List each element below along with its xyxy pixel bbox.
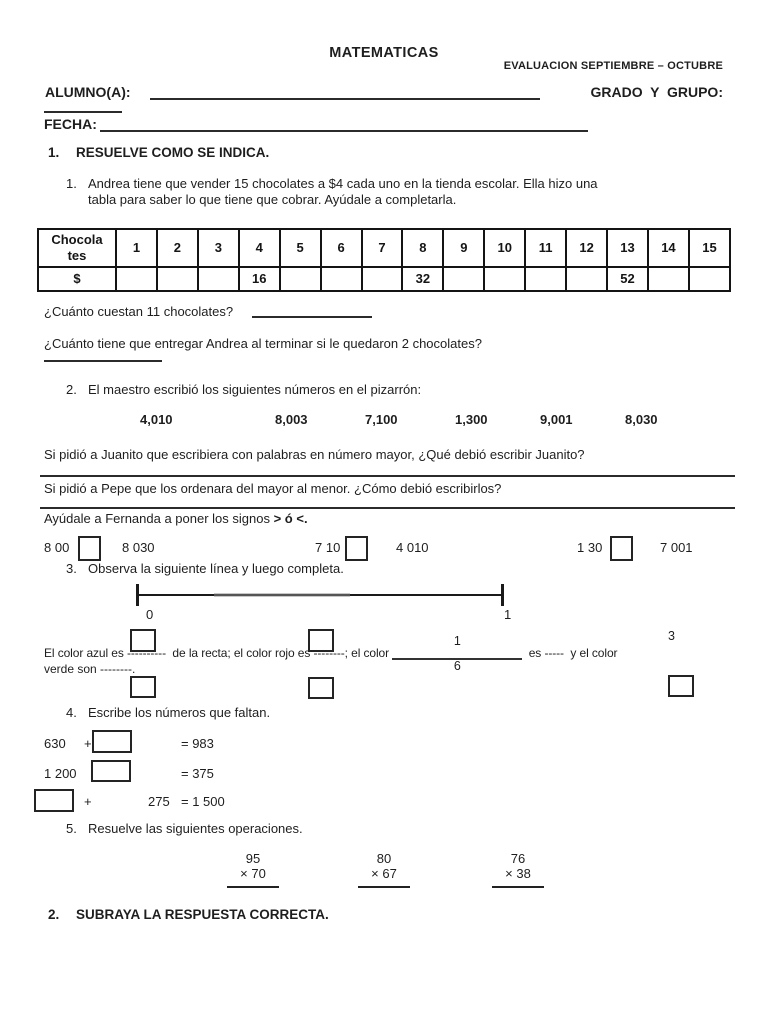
signs-instruction-symbols: > ó <. — [273, 511, 308, 526]
number-line-zero-label: 0 — [146, 607, 154, 622]
answer-line — [492, 886, 544, 888]
price-value-cell: 32 — [402, 267, 443, 291]
equation-2-result: = 375 — [181, 766, 214, 781]
board-number-4: 1,300 — [455, 412, 488, 427]
fraction-denominator-box-green — [668, 675, 694, 697]
board-number-2: 8,003 — [275, 412, 308, 427]
price-question: ¿Cuánto cuestan 11 chocolates? — [44, 304, 234, 319]
price-value-cell — [648, 267, 689, 291]
fraction-one-sixth — [392, 634, 522, 672]
color-sentence-part-c: y el color — [570, 646, 618, 660]
chocolate-count-cell: 8 — [402, 229, 443, 267]
section-2-heading: SUBRAYA LA RESPUESTA CORRECTA. — [76, 907, 329, 922]
chocolate-count-cell: 2 — [157, 229, 198, 267]
signs-instruction-text: Ayúdale a Fernanda a poner los signos — [44, 511, 274, 526]
comparison-1-sign-box — [78, 536, 101, 561]
comparison-1-right: 8 030 — [122, 540, 155, 555]
chocolate-count-cell: 12 — [566, 229, 607, 267]
number-line-shaded-segment — [214, 593, 350, 597]
price-value-cell — [321, 267, 362, 291]
section-1-number: 1. — [48, 145, 60, 160]
equation-1-missing-box — [92, 730, 132, 753]
fraction-numerator-three: 3 — [668, 629, 675, 643]
comparison-3-sign-box — [610, 536, 633, 561]
problem-3-number: 3. — [66, 561, 77, 576]
comparison-2-right: 4 010 — [396, 540, 429, 555]
fraction-denominator: 6 — [453, 659, 461, 673]
chocolate-count-cell: 7 — [362, 229, 403, 267]
price-answer-blank — [252, 304, 372, 318]
comparison-2-left: 7 10 — [315, 540, 341, 555]
problem-5-number: 5. — [66, 821, 77, 836]
multiplication-problem-3 — [492, 851, 544, 888]
table-header-line1: Chocola — [51, 232, 103, 247]
color-sentence-part-a: El color azul es ---------- de la recta; el color rojo es --------; el color — [44, 646, 393, 660]
chocolate-count-cell: 15 — [689, 229, 730, 267]
change-question: ¿Cuánto tiene que entregar Andrea al terminar si le quedaron 2 chocolates? — [44, 336, 482, 351]
problem-1-text-line1: Andrea tiene que vender 15 chocolates a $4 cada uno en la tienda escolar. Ella hizo una — [88, 176, 598, 191]
problem-2-text: El maestro escribió los siguientes números en el pizarrón: — [88, 382, 422, 397]
number-line-one-label: 1 — [504, 607, 512, 622]
price-value-cell — [566, 267, 607, 291]
pepe-answer-blank — [40, 495, 735, 509]
table-header-chocolates — [38, 229, 116, 267]
problem-1-text-line2: tabla para saber lo que tiene que cobrar. Ayúdale a completarla. — [88, 192, 457, 207]
multiplication-problem-2 — [358, 851, 410, 888]
student-name-label: ALUMNO(A): — [45, 84, 131, 100]
signs-instruction — [44, 511, 308, 527]
board-number-1: 4,010 — [140, 412, 173, 427]
date-blank — [100, 118, 588, 132]
multiplicand: 95 — [245, 851, 261, 866]
grade-group-blank — [44, 99, 122, 113]
student-name-blank — [150, 86, 540, 100]
problem-5-text: Resuelve las siguientes operaciones. — [88, 821, 303, 836]
chocolate-count-cell: 4 — [239, 229, 280, 267]
comparison-2-sign-box — [345, 536, 368, 561]
price-value-cell — [116, 267, 157, 291]
price-value-cell: 52 — [607, 267, 648, 291]
equation-1-result: = 983 — [181, 736, 214, 751]
chocolate-count-cell: 3 — [198, 229, 239, 267]
juanito-question: Si pidió a Juanito que escribiera con palabras en número mayor, ¿Qué debió escribir Juanito? — [44, 447, 585, 462]
equation-3-operand: 275 — [148, 794, 170, 809]
chocolates-price-table — [37, 228, 731, 292]
chocolate-count-cell: 9 — [443, 229, 484, 267]
juanito-answer-blank — [40, 463, 735, 477]
equation-3-missing-box — [34, 789, 74, 812]
price-value-cell — [198, 267, 239, 291]
section-2-number: 2. — [48, 907, 60, 922]
table-header-line2: tes — [67, 248, 87, 263]
change-answer-blank — [44, 348, 162, 362]
problem-1-number: 1. — [66, 176, 77, 191]
equation-3-operator: + — [84, 794, 92, 809]
color-sentence-line2: verde son --------. — [44, 662, 136, 676]
fraction-numerator: 1 — [453, 634, 461, 648]
equation-3-result: = 1 500 — [181, 794, 225, 809]
price-value-cell — [525, 267, 566, 291]
price-value-cell — [689, 267, 730, 291]
comparison-1-left: 8 00 — [44, 540, 70, 555]
board-number-3: 7,100 — [365, 412, 398, 427]
pepe-question: Si pidió a Pepe que los ordenara del mayor al menor. ¿Cómo debió escribirlos? — [44, 481, 502, 496]
chocolate-count-cell: 14 — [648, 229, 689, 267]
color-sentence-part-b: es ----- — [522, 646, 571, 660]
fraction-denominator-box-red — [308, 677, 334, 699]
chocolate-count-cell: 10 — [484, 229, 525, 267]
board-number-6: 8,030 — [625, 412, 658, 427]
chocolate-count-cell: 6 — [321, 229, 362, 267]
price-value-cell — [443, 267, 484, 291]
chocolate-count-cell: 13 — [607, 229, 648, 267]
equation-2-missing-box — [91, 760, 131, 782]
multiplier: × 67 — [371, 866, 397, 881]
board-number-5: 9,001 — [540, 412, 573, 427]
price-value-cell — [362, 267, 403, 291]
problem-3-text: Observa la siguiente línea y luego completa. — [88, 561, 344, 576]
multiplicand: 80 — [376, 851, 392, 866]
answer-line — [227, 886, 279, 888]
fraction-denominator-box-blue — [130, 676, 156, 698]
equation-1-operand: 630 — [44, 736, 66, 751]
problem-4-number: 4. — [66, 705, 77, 720]
price-value-cell — [484, 267, 525, 291]
equation-2-operand: 1 200 — [44, 766, 77, 781]
price-value-cell: 16 — [239, 267, 280, 291]
equation-1-operator: + — [84, 736, 92, 751]
grade-group-label: GRADO Y GRUPO: — [590, 84, 723, 100]
comparison-3-right: 7 001 — [660, 540, 693, 555]
section-1-heading: RESUELVE COMO SE INDICA. — [76, 145, 270, 160]
problem-2-number: 2. — [66, 382, 77, 397]
multiplier: × 70 — [240, 866, 266, 881]
answer-line — [358, 886, 410, 888]
multiplication-problem-1 — [227, 851, 279, 888]
chocolate-count-cell: 1 — [116, 229, 157, 267]
multiplicand: 76 — [510, 851, 526, 866]
price-value-cell — [280, 267, 321, 291]
comparison-3-left: 1 30 — [577, 540, 603, 555]
multiplier: × 38 — [505, 866, 531, 881]
chocolate-count-cell: 11 — [525, 229, 566, 267]
date-label: FECHA: — [44, 116, 97, 132]
table-row-prices — [38, 267, 730, 291]
evaluation-period: EVALUACION SEPTIEMBRE – OCTUBRE — [503, 60, 723, 72]
price-value-cell — [157, 267, 198, 291]
table-header-price: $ — [38, 267, 116, 291]
problem-4-text: Escribe los números que faltan. — [88, 705, 271, 720]
table-row-chocolates — [38, 229, 730, 267]
chocolate-count-cell: 5 — [280, 229, 321, 267]
worksheet-title: MATEMATICAS — [329, 45, 439, 61]
